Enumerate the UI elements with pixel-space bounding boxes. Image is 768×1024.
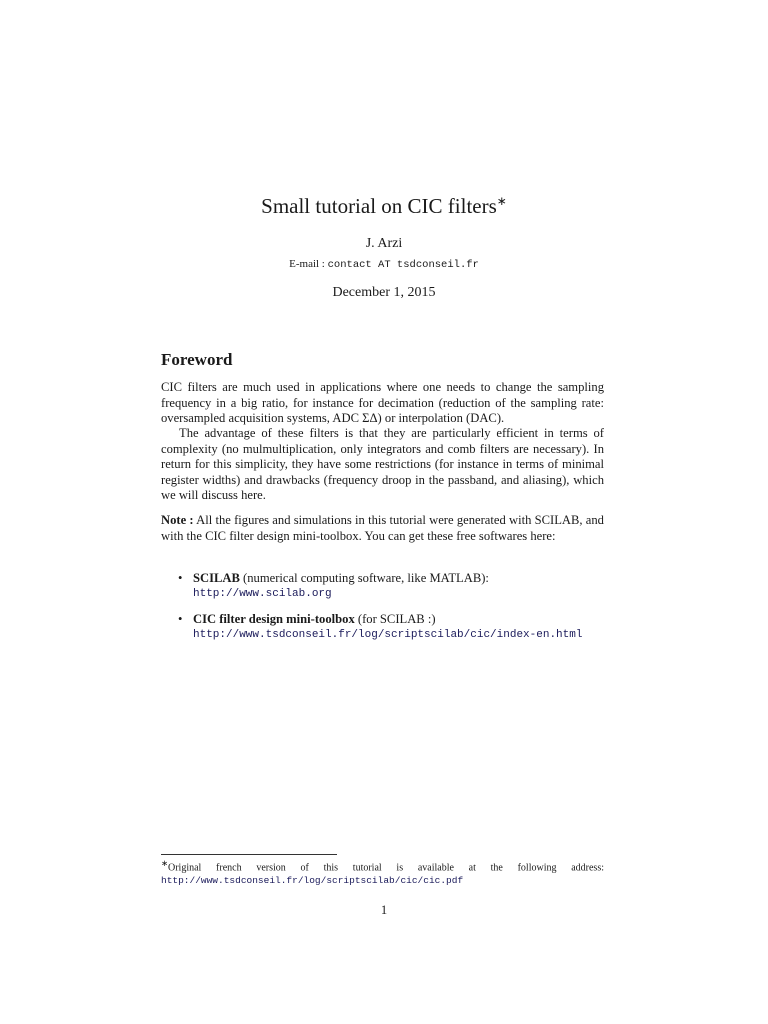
section-heading-foreword: Foreword [161,350,233,369]
footnote-link[interactable]: http://www.tsdconseil.fr/log/scriptscilab/cic/cic.pdf [161,874,464,886]
item-desc: (for SCILAB :) [354,612,436,627]
link-toolbox[interactable]: http://www.tsdconseil.fr/log/scriptscilab/cic/index-en.html [193,628,583,641]
item-name: CIC filter design mini-toolbox [193,612,355,627]
paper-date: December 1, 2015 [332,285,436,300]
title-footnote-mark: ∗ [496,194,507,208]
list-item-toolbox [178,612,608,643]
bullet-icon: • [178,612,183,627]
paragraph-advantages: The advantage of these filters is that they are particularly efficient in terms of complexity (no mulmultiplication, only integrators and comb filters are necessary). In return for this simplicity, they have some restrictions (for instance in terms of minimal register widths) and drawbacks (frequency droop in the passband, and aliasing), which we will discuss here. [161,426,604,503]
footnote [161,858,604,887]
footnote-text: Original french version of this tutorial is available at the following address: [167,862,604,874]
software-list [178,571,608,653]
footnote-mark: ∗ [161,859,168,868]
note-text: All the figures and simulations in this tutorial were generated with SCILAB, and with the CIC filter design mini-toolbox. You can get these free softwares here: [161,513,604,543]
footnote-divider [161,854,337,855]
bullet-icon: • [178,571,183,585]
link-scilab[interactable]: http://www.scilab.org [193,587,332,600]
email-address: contact AT tsdconseil.fr [327,259,479,271]
item-name: SCILAB [193,571,240,585]
author-email [0,258,768,271]
note-label: Note : [161,513,194,527]
author-name: J. Arzi [365,236,403,251]
paragraph-intro: CIC filters are much used in applications where one needs to change the sampling frequency in a big ratio, for instance for decimation (reduction of the sampling rate: oversampled acquisition systems, ADC ΣΔ) or interpolation (DAC). [161,380,604,426]
list-item-scilab [178,571,608,602]
paper-title [0,194,768,219]
page-number: 1 [380,903,388,917]
item-desc: (numerical computing software, like MATLAB): [239,571,489,585]
paper-title-text: Small tutorial on CIC filters [261,194,497,218]
paragraph-note [161,513,604,544]
email-label: E-mail : [289,258,328,270]
